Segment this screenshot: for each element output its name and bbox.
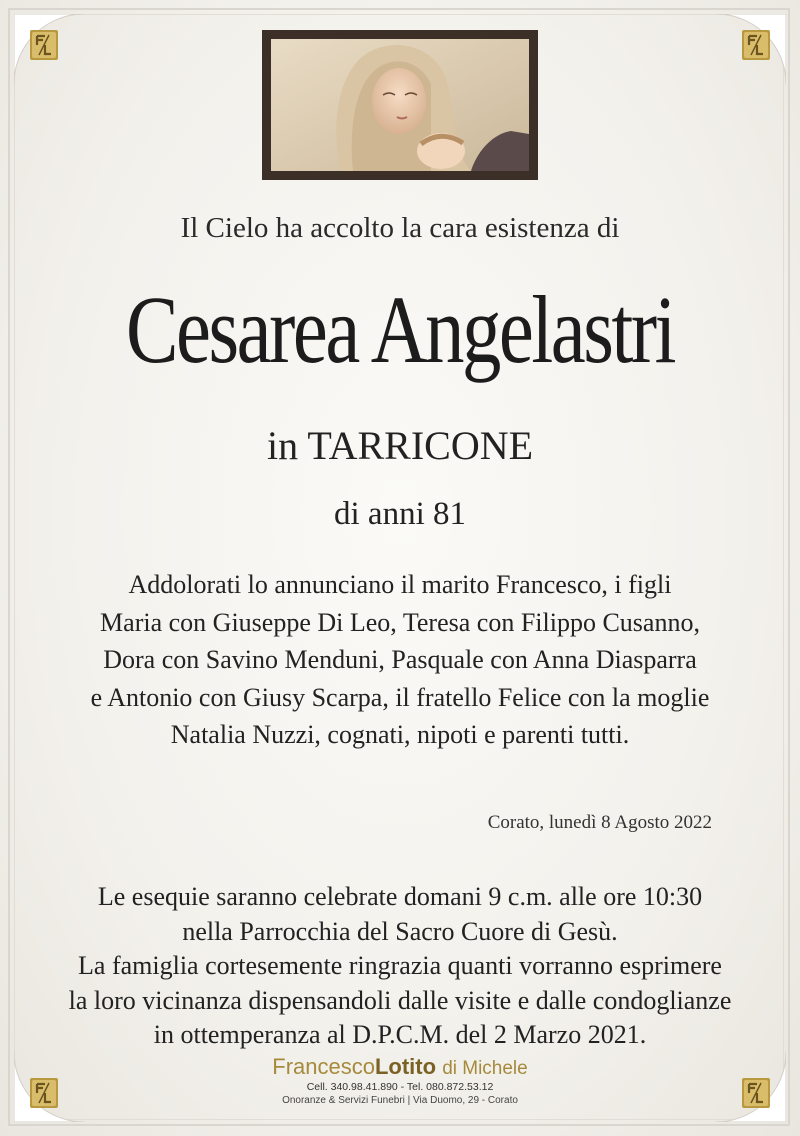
funeral-line: La famiglia cortesemente ringrazia quanti vorranno esprimere <box>78 951 722 980</box>
place-date: Corato, lunedì 8 Agosto 2022 <box>487 812 712 833</box>
corner-logo-icon <box>14 14 84 84</box>
announcement-line: Dora con Savino Menduni, Pasquale con Anna Diasparra <box>103 645 697 674</box>
madonna-and-child-picture <box>271 39 529 171</box>
announcement-line: Maria con Giuseppe Di Leo, Teresa con Filippo Cusanno, <box>100 607 700 637</box>
funeral-line: nella Parrocchia del Sacro Cuore di Gesù. <box>182 916 618 946</box>
funeral-line: Le esequie saranno celebrate domani 9 c.m. alle ore 10:30 <box>97 882 703 911</box>
announcement-block <box>40 566 760 754</box>
picture-frame <box>262 30 538 180</box>
agency-services: Onoranze & Servizi Funebri | Via Duomo, 29 - Corato <box>282 1095 518 1106</box>
deceased-name: Cesarea Angelastri <box>125 276 675 383</box>
age-text: di anni 81 <box>334 496 466 532</box>
agency-brand-suffix: di Michele <box>442 1058 528 1079</box>
funeral-line: la loro vicinanza dispensandoli dalle visite e dalle condoglianze <box>68 985 732 1015</box>
agency-contacts: Cell. 340.98.41.890 - Tel. 080.872.53.12 <box>306 1081 494 1093</box>
funeral-line: in ottemperanza al D.P.C.M. del 2 Marzo 2021. <box>153 1020 647 1049</box>
announcement-line: e Antonio con Giusy Scarpa, il fratello Felice con la moglie <box>90 682 710 712</box>
announcement-line: Addolorati lo annunciano il marito Francesco, i figli <box>128 570 672 599</box>
agency-signature <box>0 1054 800 1106</box>
corner-logo-icon <box>716 14 786 84</box>
funeral-block <box>40 880 760 1053</box>
agency-brand-first: Francesco <box>272 1054 375 1079</box>
announcement-line: Natalia Nuzzi, cognati, nipoti e parenti tutti. <box>170 720 630 749</box>
agency-brand <box>0 1054 800 1080</box>
agency-brand-second: Lotito <box>374 1054 437 1079</box>
married-name: in TARRICONE <box>266 423 534 468</box>
intro-text: Il Cielo ha accolto la cara esistenza di <box>180 212 620 244</box>
